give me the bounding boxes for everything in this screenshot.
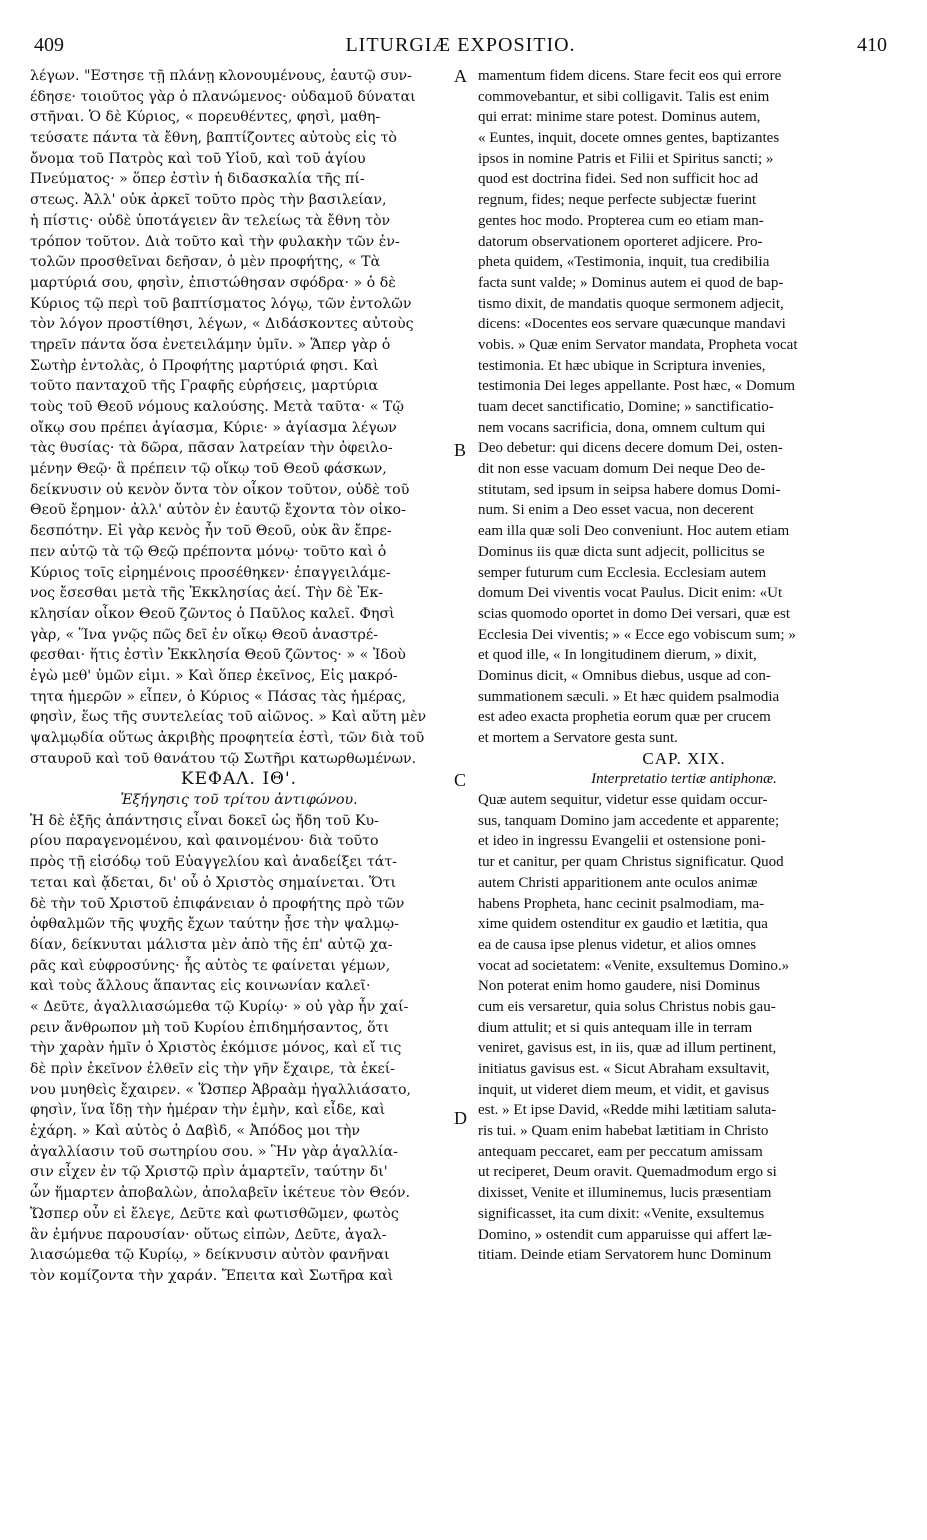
margin-marker-b: B xyxy=(454,440,467,460)
margin-marker-a: A xyxy=(454,66,467,86)
text-line: Dominus iis quæ dicta sunt adjecit, pollicitus se xyxy=(478,543,765,560)
text-line: ρειν ἄνθρωπον μὴ τοῦ Κυρίου ἐπιδημήσαντος, ὅτι xyxy=(30,1019,390,1036)
text-line: στεως. Ἀλλ' οὐκ ἀρκεῖ τοῦτο πρὸς τὴν βασιλείαν, xyxy=(30,192,387,209)
text-line: est adeo exacta prophetia eorum quæ per crucem xyxy=(478,709,771,726)
text-line: tuam decet sanctificatio, Domine; » sanctificatio- xyxy=(478,399,774,415)
greek-chapter-heading: ΚΕΦΑΛ. ΙΘ'. xyxy=(180,769,298,790)
page-number-right: 410 xyxy=(857,34,887,56)
text-line: domum Dei viventis vocat Paulus. Dicit enim: «Ut xyxy=(478,585,783,602)
text-line: scias quomodo oportet in domo Dei versari, quæ est xyxy=(478,605,791,622)
text-line: summationem sæculi. » Et hæc quidem psalmodia xyxy=(478,688,780,705)
text-line: Ὥσπερ οὖν εἰ ἔλεγε, Δεῦτε καὶ φωτισθῶμεν, φωτὸς xyxy=(30,1205,399,1222)
text-line: tismo dixit, de mandatis quoque sermonem adjecit, xyxy=(478,295,784,312)
text-line: titiam. Deinde etiam Servatorem hunc Dominum xyxy=(478,1247,772,1264)
text-line: νος ἔσεσθαι μετὰ τῆς Ἐκκλησίας ἀεί. Τὴν δὲ Ἐκ- xyxy=(30,585,384,602)
text-line: Dominus dicit, « Omnibus diebus, usque ad con- xyxy=(478,667,771,684)
text-line: ris tui. » Quam enim habebat lætitiam in Christo xyxy=(478,1123,769,1140)
text-line: « Δεῦτε, ἀγαλλιασώμεθα τῷ Κυρίῳ· » οὐ γὰρ ἦν χαί- xyxy=(30,998,409,1015)
text-line: datorum observationem oporteret adjicere. Pro- xyxy=(478,233,763,250)
text-line: Θεοῦ ἔρημον· ἀλλ' αὐτὸν ἐν ἑαυτῷ ἔχοντα τὸν οἰκο- xyxy=(30,502,406,519)
text-line: φησὶν, ἵνα ἴδῃ τὴν ἡμέραν τὴν ἐμὴν, καὶ εἶδε, καὶ xyxy=(30,1102,386,1119)
latin-text-top xyxy=(478,66,890,749)
text-line: veniret, gavisus est, in iis, quæ ad illum pertinent, xyxy=(478,1040,777,1057)
text-line: ipsos in nomine Patris et Filii et Spiritus sancti; » xyxy=(478,150,774,167)
text-line: λέγων. "Εστησε τῇ πλάνῃ κλονουμένους, ἑαυτῷ συν- xyxy=(30,68,412,84)
text-line: νου μυηθεὶς ἔχαιρεν. « Ὥσπερ Ἀβραὰμ ἠγαλλιάσατο, xyxy=(30,1081,412,1098)
text-line: ψαλμῳδία οὕτως ἀκριβὴς προφητεία ἐστὶ, τῶν διὰ τοῦ xyxy=(30,730,425,746)
text-line: ἡ πίστις· οὐδὲ ὑποτάγειεν ἂν τελείως τὰ ἔθνη τὸν xyxy=(30,212,391,229)
text-line: semper futurum cum Ecclesia. Ecclesiam autem xyxy=(478,564,767,581)
text-line: mamentum fidem dicens. Stare fecit eos qui errore xyxy=(478,68,782,84)
text-line: Non poterat enim homo gaudere, nisi Dominus xyxy=(478,978,761,995)
running-title: LITURGIÆ EXPOSITIO. xyxy=(345,34,576,56)
greek-text-bottom xyxy=(30,811,448,1287)
text-line: eam illa quæ soli Deo conveniunt. Hoc autem etiam xyxy=(478,523,790,540)
text-line: stitutam, sed ipsum in seipsa habere domus Domi- xyxy=(478,481,781,498)
margin-marker-c: C xyxy=(454,770,467,790)
text-line: dit non esse vacuam domum Dei neque Deo de- xyxy=(478,461,766,478)
text-line: xime quidem ostenditur ex gaudio et lætitia, qua xyxy=(478,916,768,933)
text-line: ρίου παραγενομένου, καὶ φαινομένου· διὰ τοῦτο xyxy=(30,833,379,850)
text-line: τεύσατε πάντα τὰ ἔθνη, βαπτίζοντες αὐτοὺς εἰς τὸ xyxy=(30,130,397,147)
text-line: Domino, » ostendit cum apparuisse qui affert læ- xyxy=(478,1226,772,1243)
text-line: regnum, fides; neque perfecte subjectæ fuerint xyxy=(478,192,757,209)
text-line: δὲ τὴν τοῦ Χριστοῦ ἐπιφάνειαν ὁ προφήτης πρὸ τῶν xyxy=(30,895,405,912)
text-line: μένην Θεῷ· ἃ πρέπειν τῷ οἴκῳ τοῦ Θεοῦ φάσκων, xyxy=(30,461,387,478)
text-line: τὸν κομίζοντα τὴν χαράν. Ἔπειτα καὶ Σωτῆρα καὶ xyxy=(30,1267,394,1284)
text-line: τεται καὶ ᾄδεται, δι' οὗ ὁ Χριστὸς σημαίνεται. Ὅτι xyxy=(30,874,397,891)
text-line: testimonia Dei leges appellante. Post hæc, « Domum xyxy=(478,378,796,395)
text-line: έδησε· τοιοῦτος γὰρ ὁ πλανώμενος· οὐδαμοῦ δύναται xyxy=(30,88,416,105)
text-line: φεσθαι· ἥτις ἐστὶν Ἐκκλησία Θεοῦ ζῶντος· » « Ἰδοὺ xyxy=(30,647,406,664)
text-line: initiatus gavisus est. « Sicut Abraham exsultavit, xyxy=(478,1061,770,1077)
text-line: πεν αὐτῷ τὰ τῷ Θεῷ πρέποντα μόνῳ· τοῦτο καὶ ὁ xyxy=(30,543,387,560)
text-line: gentes hoc modo. Propterea cum eo etiam man- xyxy=(478,212,764,229)
text-line: dixisset, Venite et illuminemus, lucis præsentiam xyxy=(478,1185,772,1202)
text-line: testimonia. Et hæc ubique in Scriptura invenies, xyxy=(478,357,766,374)
text-line: tur et canitur, per quam Christus significatur. Quod xyxy=(478,854,784,871)
margin-marker-d: D xyxy=(454,1108,467,1128)
text-line: τὰς θυσίας· τὰ δῶρα, πᾶσαν λατρείαν τὴν ὀφειλο- xyxy=(30,440,393,457)
text-line: τὸν λόγον προστίθησι, λέγων, « Διδάσκοντες αὐτοὺς xyxy=(30,316,414,333)
text-line: καὶ τοὺς ἄλλους ἅπαντας εἰς κοινωνίαν καλεῖ· xyxy=(30,978,371,995)
text-line: οἴκῳ σου πρέπει ἁγίασμα, Κύριε· » ἁγίασμα λέγων xyxy=(30,419,397,436)
text-line: et ideo in ingressu Evangelii et ostensione poni- xyxy=(478,833,766,850)
page-number-left: 409 xyxy=(34,34,64,56)
text-line: γὰρ, « Ἵνα γνῷς πῶς δεῖ ἐν οἴκῳ Θεοῦ ἀναστρέ- xyxy=(30,626,379,643)
text-line: commovebantur, et sibi colligavit. Talis est enim xyxy=(478,88,770,105)
text-line: δείκνυσιν οὐ κενὸν ὄντα τὸν οἶκον τοῦτον, οὐδὲ τοῦ xyxy=(30,481,410,498)
text-line: τητα ἡμερῶν » εἶπεν, ὁ Κύριος « Πάσας τὰς ἡμέρας, xyxy=(30,688,407,705)
text-line: Σωτὴρ ἐντολὰς, ὁ Προφήτης μαρτύριά φησι. Καὶ xyxy=(30,357,379,374)
text-line: Κύριος τῷ περὶ τοῦ βαπτίσματος λόγῳ, τῶν ἐντολῶν xyxy=(30,295,412,312)
text-line: σιν εἶχεν ἐν τῷ Χριστῷ πρὶν ἁμαρτεῖν, ταύτην δι' xyxy=(30,1164,388,1181)
text-line: τολῶν προσθεῖναι δεῆσαν, ὁ μὲν προφήτης, « Τὰ xyxy=(30,254,381,271)
text-line: est. » Et ipse David, «Redde mihi lætitiam saluta- xyxy=(478,1102,777,1119)
latin-column xyxy=(478,66,890,1266)
text-line: num. Si enim a Deo esset vacua, non decerent xyxy=(478,502,754,519)
text-line: « Euntes, inquit, docete omnes gentes, baptizantes xyxy=(478,130,780,147)
text-line: dicens: «Docentes eos servare quæcunque mandavi xyxy=(478,316,786,333)
text-line: qui errat: minime stare potest. Dominus autem, xyxy=(478,109,761,126)
text-line: δὲ πρὶν ἐκεῖνον ἐλθεῖν εἰς τὴν γῆν ἔχαιρε, τὰ ἐκεί- xyxy=(30,1061,396,1077)
greek-chapter-subtitle: Ἐξήγησις τοῦ τρίτου ἀντιφώνου. xyxy=(120,792,358,809)
text-line: πρὸς τῇ εἰσόδῳ τοῦ Εὐαγγελίου καὶ ἀναδείξει τάτ- xyxy=(30,854,397,871)
text-line: facta sunt valde; » Dominus autem ei quod de bap- xyxy=(478,274,784,291)
latin-text-bottom xyxy=(478,790,890,1266)
text-line: vobis. » Quæ enim Servator mandata, Propheta vocat xyxy=(478,336,798,353)
text-line: ea de causa ipse plenus videtur, et alios omnes xyxy=(478,936,757,953)
text-line: ὀφθαλμῶν τῆς ψυχῆς ἔχων ταύτην ᾖσε τὴν ψαλμῳ- xyxy=(30,916,399,933)
greek-text-top xyxy=(30,66,448,769)
text-line: τοῦτο πανταχοῦ τῆς Γραφῆς εὑρήσεις, μαρτύρια xyxy=(30,378,379,395)
text-line: autem Christi apparitionem ante oculos animæ xyxy=(478,874,758,891)
text-line: μαρτύριά σου, φησὶν, ἐπιστώθησαν σφόδρα· » ὁ δὲ xyxy=(30,274,396,291)
text-line: pheta quidem, «Testimonia, inquit, tua credibilia xyxy=(478,254,770,271)
text-line: Πνεύματος· » ὅπερ ἐστὶν ἡ διδασκαλία τῆς πί- xyxy=(30,171,365,188)
text-line: ὄνομα τοῦ Πατρὸς καὶ τοῦ Υἱοῦ, καὶ τοῦ ἁγίου xyxy=(30,150,366,167)
text-line: cum eis versaretur, quia solus Christus nobis gau- xyxy=(478,998,776,1015)
text-line: Ἡ δὲ ἑξῆς ἀπάντησις εἶναι δοκεῖ ὡς ἤδη τοῦ Κυ- xyxy=(30,812,379,829)
text-line: nem vocans sacrificia, dona, omnem cultum qui xyxy=(478,419,766,436)
text-line: Deo debetur: qui dicens decere domum Dei, osten- xyxy=(478,440,783,457)
latin-chapter-subtitle: Interpretatio tertiæ antiphonæ. xyxy=(591,771,777,788)
text-line: significasset, ita cum dixit: «Venite, exsultemus xyxy=(478,1205,765,1222)
page-header xyxy=(34,34,887,60)
text-line: λιασώμεθα τῷ Κυρίῳ, » δείκνυσιν αὐτὸν φανῆναι xyxy=(30,1247,390,1264)
text-line: στῆναι. Ὁ δὲ Κύριος, « πορευθέντες, φησὶ, μαθη- xyxy=(30,109,381,126)
latin-chapter-heading: CAP. XIX. xyxy=(642,748,726,768)
text-line: ἂν ἐμήνυε παρουσίαν· οὕτως εἰπὼν, Δεῦτε, ἀγαλ- xyxy=(30,1226,387,1243)
text-line: ἐγὼ μεθ' ὑμῶν εἰμι. » Καὶ ὅπερ ἐκεῖνος, Εἰς μακρό- xyxy=(30,667,398,684)
text-line: Κύριος τοῖς εἰρημένοις προσέθηκεν· ἐπαγγειλάμε- xyxy=(30,564,391,581)
text-line: τοὺς τοῦ Θεοῦ νόμους καλούσης. Μετὰ ταῦτα· « Τῷ xyxy=(30,399,404,415)
text-line: sus, tanquam Domino jam accedente et apparente; xyxy=(478,812,780,829)
text-line: habens Propheta, hanc cecinit psalmodiam, ma- xyxy=(478,895,765,912)
text-line: dium attulit; et si quis antequam ille in terram xyxy=(478,1019,753,1036)
text-line: τρόπον τοῦτον. Διὰ τοῦτο καὶ τὴν φυλακὴν τῶν ἐν- xyxy=(30,233,400,250)
text-line: ὧν ἥμαρτεν ἀποβαλὼν, ἀπολαβεῖν ἱκέτευε τὸν Θεόν. xyxy=(30,1185,411,1202)
text-line: Quæ autem sequitur, videtur esse quidam occur- xyxy=(478,792,768,809)
text-line: ut reciperet, Deum oravit. Quemadmodum ergo si xyxy=(478,1164,777,1181)
text-line: inquit, ut videret diem meum, et vidit, et gavisus xyxy=(478,1081,770,1098)
text-line: σταυροῦ καὶ τοῦ θανάτου τῷ Σωτῆρι κατωρθωμένων. xyxy=(30,750,417,767)
text-line: ἀγαλλίασιν τοῦ σωτηρίου σου. » Ἣν γὰρ ἀγαλλία- xyxy=(30,1143,398,1160)
text-line: vocat ad societatem: «Venite, exsultemus Domino.» xyxy=(478,957,790,974)
text-line: ἐχάρη. » Καὶ αὐτὸς ὁ Δαβὶδ, « Ἀπόδος μοι τὴν xyxy=(30,1123,360,1140)
text-line: δεσπότην. Εἰ γὰρ κενὸς ἦν τοῦ Θεοῦ, οὐκ ἂν ἔπρε- xyxy=(30,523,392,540)
text-line: τὴν χαρὰν ἡμῖν ὁ Χριστὸς ἐκόμισε μόνος, καὶ εἴ τις xyxy=(30,1040,402,1057)
text-line: et quod ille, « In longitudinem dierum, » dixit, xyxy=(478,647,757,664)
text-line: quod est doctrina fidei. Sed non sufficit hoc ad xyxy=(478,171,759,188)
greek-column xyxy=(30,66,448,1287)
text-line: τηρεῖν πάντα ὅσα ἐνετειλάμην ὑμῖν. » Ἅπερ γὰρ ὁ xyxy=(30,336,391,353)
text-line: ρᾶς καὶ εὐφροσύνης· ἧς αὐτὸς τε φαίνεται γέμων, xyxy=(30,957,391,974)
text-line: φησὶν, ἕως τῆς συντελείας τοῦ αἰῶνος. » Καὶ αὕτη μὲν xyxy=(30,709,427,726)
text-line: antequam peccaret, eam per peccatum amissam xyxy=(478,1143,763,1160)
text-line: δίαν, δείκνυται μάλιστα μὲν ἀπὸ τῆς ἐπ' αὐτῷ χα- xyxy=(30,936,393,953)
text-line: Ecclesia Dei viventis; » « Ecce ego vobiscum sum; » xyxy=(478,626,796,643)
text-line: κλησίαν οἶκον Θεοῦ ζῶντος ὁ Παῦλος καλεῖ. Φησὶ xyxy=(30,605,395,622)
text-line: et mortem a Servatore gesta sunt. xyxy=(478,730,678,746)
